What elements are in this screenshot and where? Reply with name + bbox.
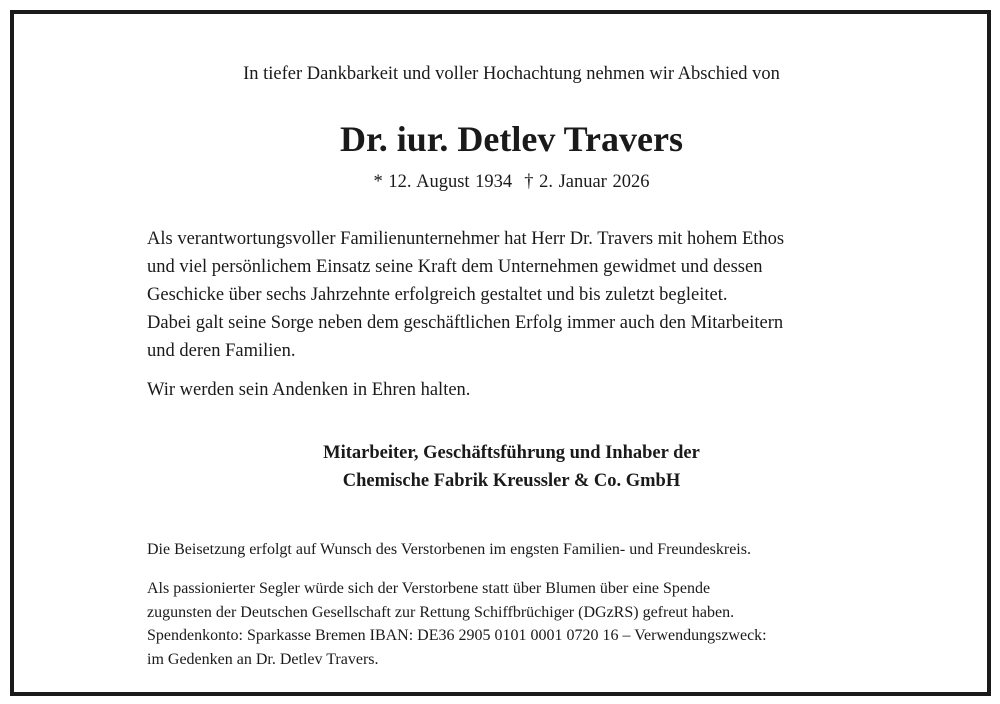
- death-date: † 2. Januar 2026: [524, 172, 650, 192]
- tribute-text: Als verantwortungsvoller Familienunternehmer hat Herr Dr. Travers mit hohem Ethos und viel persönlichem Einsatz seine Kraft dem Unternehmen gewidmet und dessen Geschicke über sechs Jahrzehnte erfolgreich gestaltet und bis zuletzt begleitet. Dabei galt seine Sorge neben dem geschäftlichen Erfolg immer auch den Mitarbeitern und deren Familien.: [147, 229, 785, 361]
- burial-note: Die Beisetzung erfolgt auf Wunsch des Verstorbenen im engsten Familien- und Freundeskreis.: [147, 541, 751, 558]
- life-dates: [14, 172, 1000, 193]
- donation-note: Als passionierter Segler würde sich der Verstorbene statt über Blumen über eine Spende zugunsten der Deutschen Gesellschaft zur Rettung Schiffbrüchiger (DGzRS) gefreut haben. Spendenkonto: Sparkasse Bremen IBAN: DE36 2905 0101 0001 0720 16 – Verwendungszweck: im Gedenken an Dr. Detlev Travers.: [147, 580, 767, 668]
- birth-date: * 12. August 1934: [373, 172, 513, 192]
- signature-block: Mitarbeiter, Geschäftsführung und Inhaber der Chemische Fabrik Kreussler & Co. GmbH: [323, 443, 700, 491]
- closing-line: Wir werden sein Andenken in Ehren halten.: [147, 380, 471, 400]
- intro-line: In tiefer Dankbarkeit und voller Hochachtung nehmen wir Abschied von: [243, 64, 780, 84]
- notice-frame: [10, 10, 991, 696]
- deceased-name: Dr. iur. Detlev Travers: [340, 119, 683, 159]
